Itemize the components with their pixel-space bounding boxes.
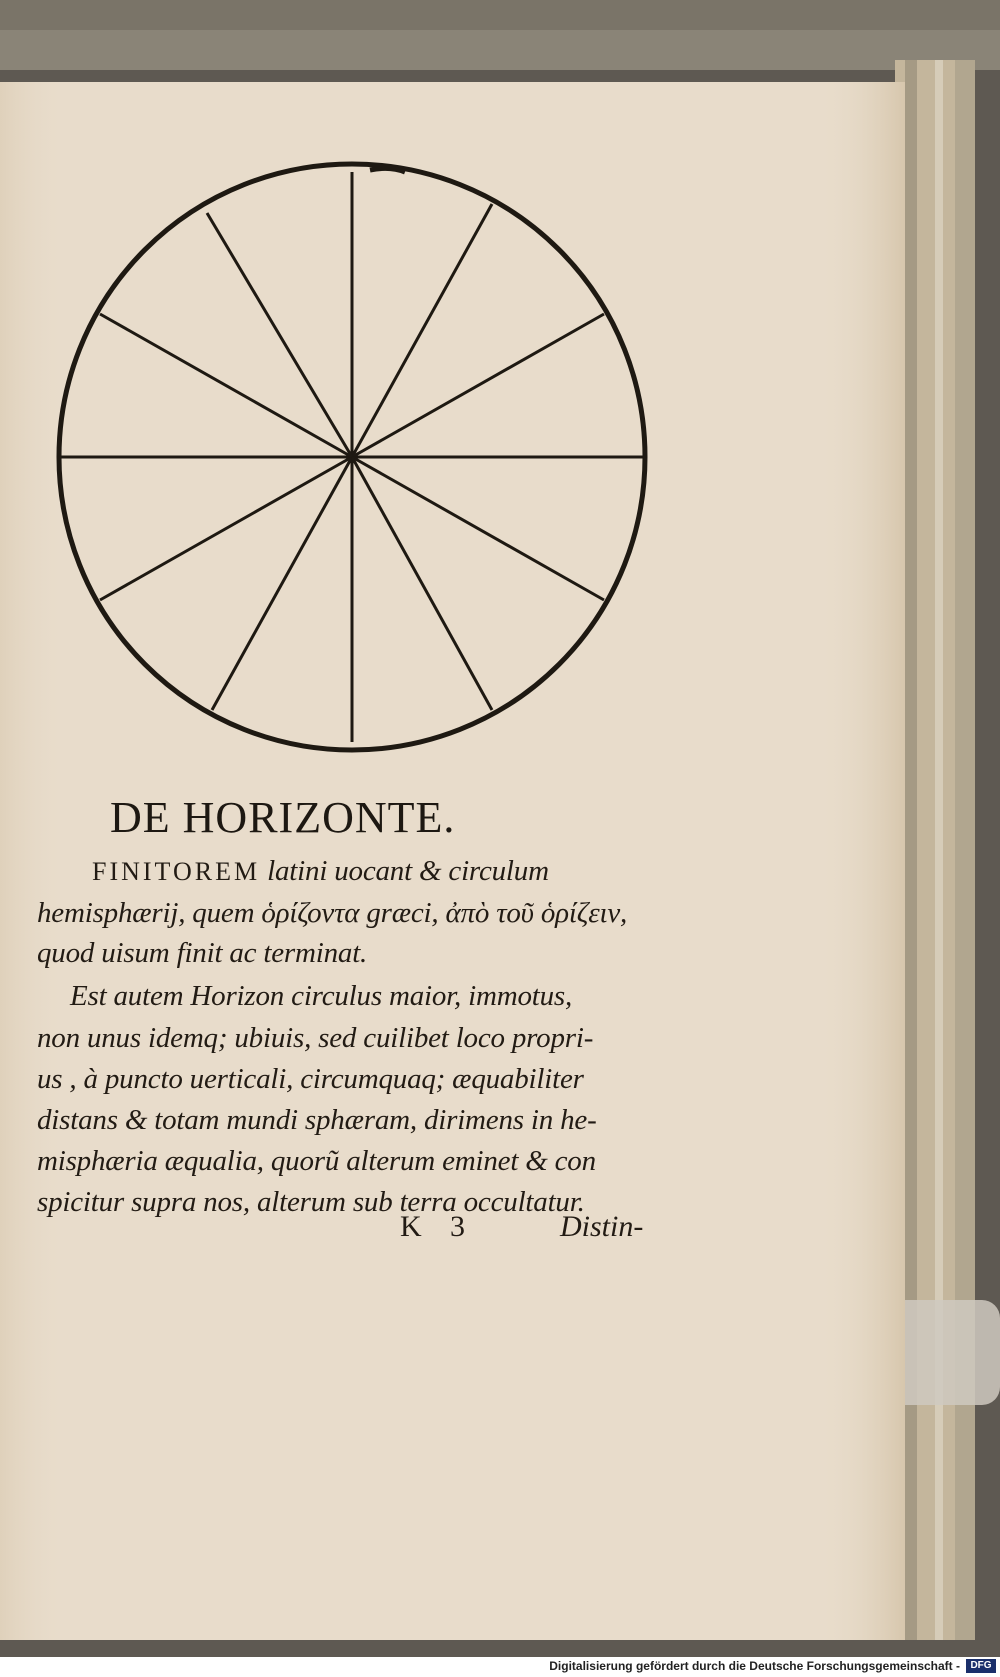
signature-number: 3 [450, 1210, 465, 1243]
dfg-logo-icon: DFG [966, 1659, 996, 1673]
text-line: non unus idemq; ubiuis, sed cuilibet loco propri- [37, 1022, 594, 1054]
text-line: spicitur supra nos, alterum sub terra occultatur. [37, 1186, 585, 1218]
section-heading: DE HORIZONTE. [110, 793, 456, 842]
text-line: us , à puncto uerticali, circumquaq; æquabiliter [37, 1063, 584, 1095]
text-line [92, 855, 732, 888]
text-line: misphæria æqualia, quorũ alterum eminet & con [37, 1145, 596, 1177]
text-line: hemisphærij, quem ὁρίζοντα græci, ἀπὸ τοῦ ὁρίζειν, [37, 897, 628, 929]
text-line: quod uisum finit ac terminat. [37, 937, 368, 969]
text-line: Est autem Horizon circulus maior, immotus, [70, 980, 573, 1012]
text-line-content: latini uocant & circulum [260, 855, 549, 887]
footer-bar [0, 1657, 1000, 1677]
catchword: Distin- [560, 1210, 644, 1243]
text-line: distans & totam mundi sphæram, dirimens in he- [37, 1104, 597, 1136]
text-line-caps: FINITOREM [92, 857, 261, 886]
signature-letter: K [400, 1210, 422, 1243]
footer-credit: Digitalisierung gefördert durch die Deutsche Forschungsgemeinschaft - [549, 1659, 960, 1673]
